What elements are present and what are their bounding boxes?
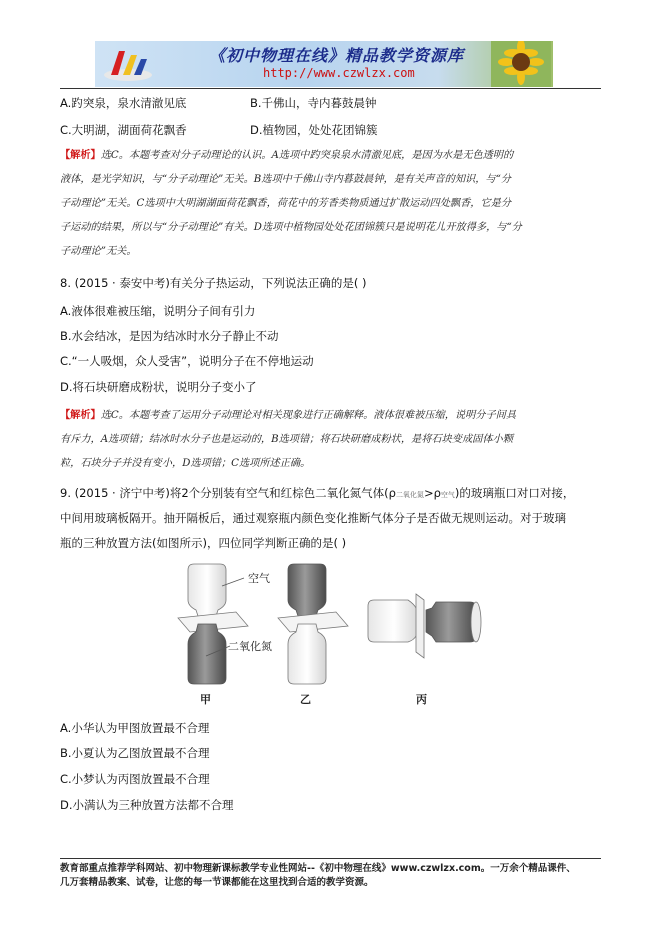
q9-option-d: D.小满认为三种放置方法都不合理 <box>60 798 234 812</box>
explanation-line: 子动理论”无关。 <box>60 246 137 257</box>
q7-option-d: D.植物园，处处花团锦簇 <box>250 123 378 137</box>
q9-option-b: B.小夏认为乙图放置最不合理 <box>60 746 210 760</box>
q9-stem-line1: 9. (2015 · 济宁中考)将2个分别装有空气和红棕色二氧化氮气体(ρ二氧化氮>ρ空气)的玻璃瓶口对口对接， <box>60 486 575 500</box>
q8-stem: 8. (2015 · 泰安中考)有关分子热运动，下列说法正确的是( ) <box>60 276 367 290</box>
explanation-tag: 【解析】 <box>60 149 101 161</box>
header-divider <box>60 88 601 89</box>
explanation-line: 【解析】选C。本题考查了运用分子动理论对相关现象进行正确解释。液体很难被压缩，说明分子间具 <box>60 409 517 421</box>
q8-option-d: D.将石块研磨成粉状，说明分子变小了 <box>60 380 257 394</box>
label-air: 空气 <box>248 572 270 585</box>
label-bing: 丙 <box>416 693 427 706</box>
q7-option-c: C.大明湖，湖面荷花飘香 <box>60 123 187 137</box>
site-title: 《初中物理在线》精品教学资源库 <box>209 46 465 65</box>
setup-jia <box>178 564 248 684</box>
explanation-tag: 【解析】 <box>60 409 101 421</box>
site-url[interactable]: http://www.czwlzx.com <box>263 66 415 80</box>
explanation-line: 有斥力，A选项错；结冰时水分子也是运动的，B选项错；将石块研磨成粉状，是将石块变成固体小颗 <box>60 434 513 445</box>
q9-stem-line3: 瓶的三种放置方法(如图所示)，四位同学判断正确的是( ) <box>60 536 347 550</box>
q9-stem-line2: 中间用玻璃板隔开。抽开隔板后，通过观察瓶内颜色变化推断气体分子是否做无规则运动。对于玻璃 <box>60 511 566 525</box>
sunflower-icon <box>491 41 551 87</box>
explanation-line: 粒，石块分子并没有变小，D选项错；C选项所述正确。 <box>60 458 311 469</box>
footer-line: 几万套精品教案、试卷，让您的每一节课都能在这里找到合适的教学资源。 <box>60 877 374 888</box>
site-logo-icon <box>101 45 155 83</box>
setup-yi <box>278 564 348 684</box>
q7-option-a: A.趵突泉，泉水清澈见底 <box>60 96 187 110</box>
q8-explanation <box>60 403 600 476</box>
q8-option-b: B.水会结冰，是因为结冰时水分子静止不动 <box>60 329 279 343</box>
header-banner <box>95 41 553 87</box>
setup-bing <box>368 594 481 658</box>
q8-option-a: A.液体很难被压缩，说明分子间有引力 <box>60 304 256 318</box>
explanation-line: 液体，是光学知识，与“分子动理论”无关。B选项中千佛山寺内暮鼓晨钟，是有关声音的知识，与“分 <box>60 174 511 185</box>
label-yi: 乙 <box>300 693 311 706</box>
explanation-line: 子运动的结果，所以与“分子动理论”有关。D选项中植物园处处花团锦簇只是说明花儿开放得多，与“分 <box>60 222 522 233</box>
label-jia: 甲 <box>200 693 211 706</box>
q9-option-a: A.小华认为甲图放置最不合理 <box>60 721 210 735</box>
explanation-line: 【解析】选C。本题考查对分子动理论的认识。A选项中趵突泉泉水清澈见底，是因为水是无色透明的 <box>60 149 514 161</box>
q7-option-b: B.千佛山，寺内暮鼓晨钟 <box>250 96 377 110</box>
footer-divider <box>60 858 601 859</box>
label-no2: 二氧化氮 <box>228 640 272 653</box>
footer-line: 教育部重点推荐学科网站、初中物理新课标教学专业性网站--《初中物理在线》www.czwlzx.com。一万余个精品课件、 <box>60 863 576 874</box>
explanation-line: 子动理论”无关。C选项中大明湖湖面荷花飘香，荷花中的芳香类物质通过扩散运动四处飘香，它是分 <box>60 198 512 209</box>
q9-option-c: C.小梦认为丙图放置最不合理 <box>60 772 210 786</box>
q8-option-c: C.“一人吸烟，众人受害”，说明分子在不停地运动 <box>60 354 314 368</box>
q7-explanation <box>60 143 600 264</box>
footer-note <box>60 862 605 890</box>
bottle-arrangement-figure <box>170 560 500 708</box>
